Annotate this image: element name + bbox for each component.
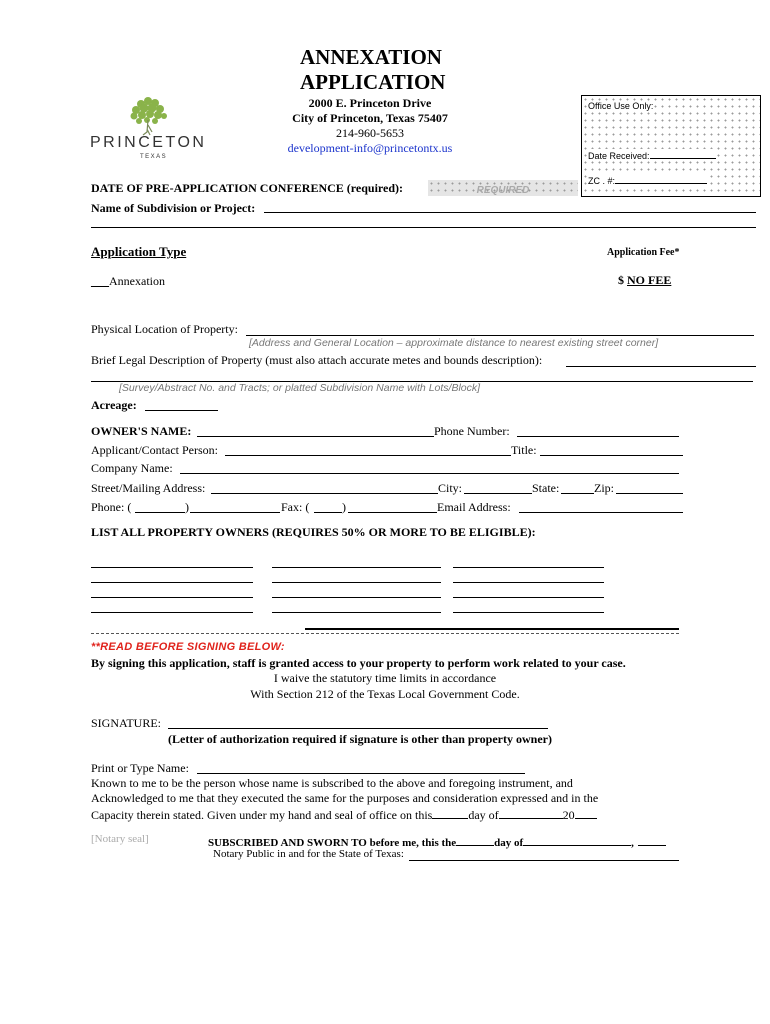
print-name-label: Print or Type Name: [91, 761, 189, 775]
acreage-input[interactable] [145, 410, 218, 411]
physical-location-input[interactable] [246, 335, 754, 336]
logo-name: PRINCETON [90, 134, 207, 151]
princeton-logo [86, 94, 216, 166]
company-input[interactable] [180, 473, 679, 474]
zip-label: Zip: [594, 481, 614, 495]
subdivision-input[interactable] [264, 212, 756, 213]
capacity-day-input[interactable] [432, 806, 468, 819]
owners-name-input[interactable] [197, 436, 434, 437]
legal-description-hint: [Survey/Abstract No. and Tracts; or platted Subdivision Name with Lots/Block] [119, 382, 481, 394]
office-use-box [581, 95, 761, 197]
phone-label: Phone: ( [91, 500, 132, 514]
legal-description-input-1[interactable] [566, 366, 756, 367]
owners-name-label: OWNER'S NAME: [91, 424, 192, 438]
letter-authorization-note: (Letter of authorization required if signature is other than property owner) [168, 732, 552, 746]
sworn-line: SUBSCRIBED AND SWORN TO before me, this the day of , [208, 833, 666, 849]
state-input[interactable] [561, 493, 594, 494]
owner-line[interactable] [453, 582, 604, 583]
owner-line[interactable] [91, 567, 253, 568]
read-before-signing-warning: **READ BEFORE SIGNING BELOW: [91, 641, 285, 653]
date-received-label: Date Received: [587, 149, 717, 161]
required-badge: REQUIRED [476, 185, 530, 196]
section-divider [305, 628, 679, 630]
application-fee-heading: Application Fee* [607, 247, 680, 258]
tree-icon [86, 94, 216, 138]
city-line: City of Princeton, Texas 75407 [292, 111, 448, 125]
print-name-input[interactable] [197, 773, 525, 774]
state-label: State: [532, 481, 560, 495]
pre-app-date-field[interactable] [428, 180, 578, 196]
sworn-day-input[interactable] [456, 833, 494, 846]
pre-app-label: DATE OF PRE-APPLICATION CONFERENCE (required): [91, 181, 403, 195]
applicant-input[interactable] [225, 455, 511, 456]
office-use-label: Office Use Only: [588, 101, 654, 111]
fax-input[interactable] [348, 512, 437, 513]
annexation-option[interactable]: ___Annexation [91, 274, 165, 288]
signature-label: SIGNATURE: [91, 716, 162, 730]
waive-line-1: I waive the statutory time limits in accordance [273, 671, 497, 685]
applicant-label: Applicant/Contact Person: [91, 443, 218, 457]
physical-location-hint: [Address and General Location – approximate distance to nearest existing street corner] [249, 337, 659, 349]
owner-line[interactable] [91, 597, 253, 598]
title-label: Title: [511, 443, 537, 457]
owner-line[interactable] [272, 597, 441, 598]
logo-sub: TEXAS [140, 154, 168, 160]
owner-line[interactable] [453, 597, 604, 598]
fax-area-input[interactable] [314, 512, 342, 513]
phone-line: 214-960-5653 [336, 126, 404, 140]
acreage-label: Acreage: [91, 398, 137, 412]
email-label: Email Address: [437, 500, 511, 514]
zip-input[interactable] [616, 493, 683, 494]
phone-area-input[interactable] [135, 512, 185, 513]
fax-label: Fax: ( [281, 500, 310, 514]
physical-location-label: Physical Location of Property: [91, 322, 238, 336]
phone-number-label: Phone Number: [434, 424, 510, 438]
street-input[interactable] [211, 493, 438, 494]
fax-paren-close: ) [342, 500, 346, 514]
owner-line[interactable] [453, 612, 604, 613]
city-input[interactable] [464, 493, 532, 494]
notary-public-input[interactable] [409, 860, 679, 861]
access-statement: By signing this application, staff is granted access to your property to perform work related to your case. [91, 656, 626, 670]
fee-amount: $ NO FEE [618, 273, 672, 287]
owners-list-label: LIST ALL PROPERTY OWNERS (REQUIRES 50% OR MORE TO BE ELIGIBLE): [91, 525, 536, 539]
phone-paren-close: ) [185, 500, 189, 514]
zc-label: ZC . #: [587, 174, 708, 186]
owner-line[interactable] [272, 582, 441, 583]
owner-line[interactable] [91, 612, 253, 613]
street-label: Street/Mailing Address: [91, 481, 206, 495]
title-input[interactable] [540, 455, 683, 456]
title-line1: ANNEXATION [300, 45, 442, 69]
email-link[interactable]: development-info@princetontx.us [287, 141, 453, 155]
notary-public-label: Notary Public in and for the State of Texas: [213, 848, 404, 860]
application-type-heading: Application Type [91, 244, 187, 259]
sworn-month-input[interactable] [523, 833, 631, 846]
owner-line[interactable] [453, 567, 604, 568]
title-line2: APPLICATION [300, 70, 446, 94]
section-divider [91, 227, 756, 228]
address: 2000 E. Princeton Drive [308, 96, 432, 110]
waive-line-2: With Section 212 of the Texas Local Government Code. [250, 687, 520, 701]
capacity-month-input[interactable] [499, 806, 563, 819]
owner-line[interactable] [272, 612, 441, 613]
capacity-year-input[interactable] [575, 806, 597, 819]
signature-input[interactable] [168, 728, 548, 729]
subdivision-label: Name of Subdivision or Project: [91, 201, 256, 215]
capacity-line: Capacity therein stated. Given under my hand and seal of office on this day of 20 [91, 806, 597, 823]
city-label: City: [438, 481, 463, 495]
company-label: Company Name: [91, 461, 173, 475]
known-line-2: Acknowledged to me that they executed the same for the purposes and consideration expressed and in the [91, 791, 599, 805]
phone-input[interactable] [190, 512, 280, 513]
email-input[interactable] [519, 512, 683, 513]
known-line-1: Known to me to be the person whose name is subscribed to the above and foregoing instrument, and [91, 776, 573, 790]
phone-number-input[interactable] [517, 436, 679, 437]
owner-line[interactable] [272, 567, 441, 568]
dashed-divider [91, 633, 679, 634]
legal-description-label: Brief Legal Description of Property (must also attach accurate metes and bounds description): [91, 353, 543, 367]
sworn-year-input[interactable] [638, 833, 666, 846]
owner-line[interactable] [91, 582, 253, 583]
notary-seal-label: [Notary seal] [91, 833, 149, 845]
